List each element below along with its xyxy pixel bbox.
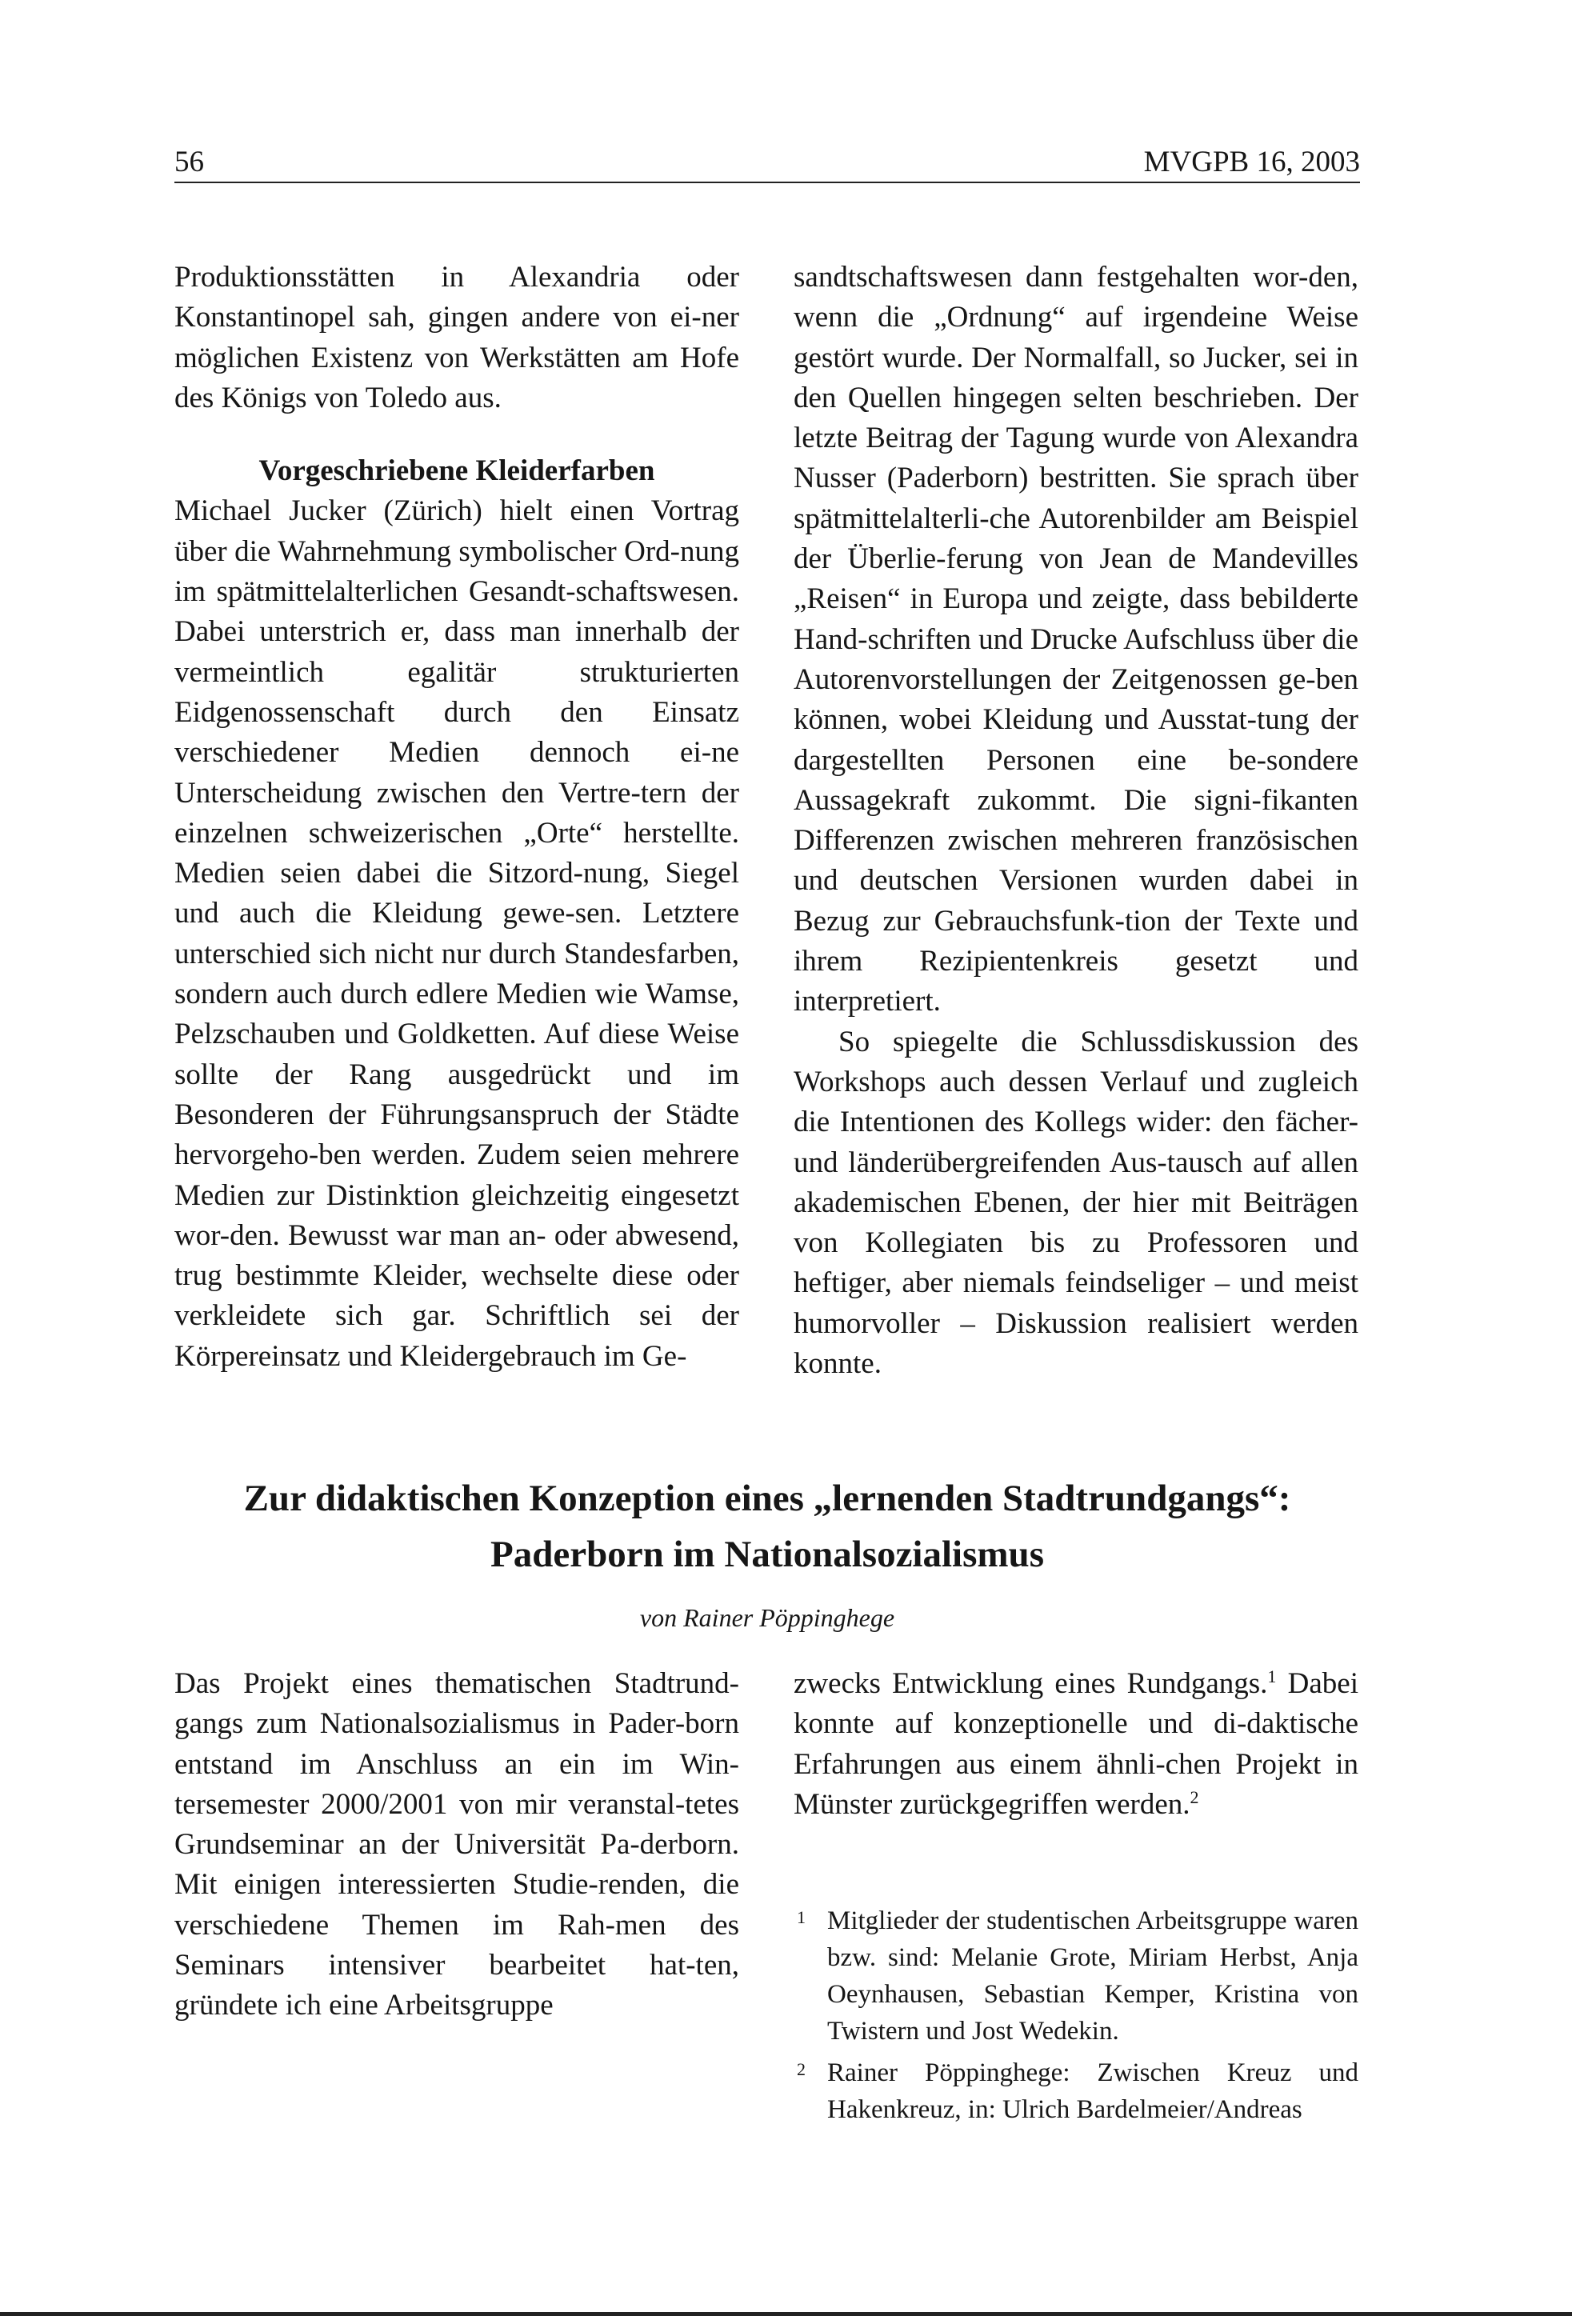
footnotes (794, 1902, 1358, 2133)
article-byline: von Rainer Pöppinghege (639, 1603, 895, 1632)
section1-right-column (794, 258, 1358, 1384)
body-paragraph: Das Projekt eines thematischen Stadtrund-gangs zum Nationalsozialismus in Pader-born entstand im Anschluss an ein im Win-tersemester 2000/2001 von mir veranstal-tetes Grundseminar an der Universität Pa-derborn. Mit einigen interessierten Studie-renden, die verschiedene Themen im Rah-men des Seminars intensiver bearbeitet hat-ten, gründete ich eine Arbeitsgruppe (174, 1667, 739, 2022)
article-title (174, 1470, 1360, 1582)
footnote-text: Rainer Pöppinghege: Zwischen Kreuz und Hakenkreuz, in: Ulrich Bardelmeier/Andreas (827, 2058, 1358, 2124)
footnote-reference[interactable]: 2 (1190, 1786, 1199, 1807)
body-paragraph: So spiegelte die Schlussdiskussion des Workshops auch dessen Verlauf und zugleich die Intentionen des Kollegs wider: den fächer- und länderübergreifenden Aus-tausch auf allen akademischen Ebenen, der hier mit Beiträgen von Kollegiaten bis zu Professoren und heftiger, aber niemals feindseliger – und meist humorvoller – Diskussion realisiert werden konnte. (794, 1025, 1358, 1381)
footnote-reference[interactable]: 1 (1267, 1666, 1277, 1686)
article-title-line-1: Zur didaktischen Konzeption eines „lernenden Stadtrundgangs“: (243, 1478, 1291, 1519)
footnote-number: 1 (797, 1907, 806, 1927)
footnote-text: Mitglieder der studentischen Arbeitsgruppe waren bzw. sind: Melanie Grote, Miriam Herbst, Anja Oeynhausen, Sebastian Kemper, Kristina von Twistern und Jost Wedekin. (827, 1906, 1358, 2046)
intro-paragraph: Produktionsstätten in Alexandria oder Konstantinopel sah, gingen andere von ei-ner möglichen Existenz von Werkstätten am Hofe des Königs von Toledo aus. (174, 261, 739, 414)
body-paragraph (794, 1664, 1358, 1825)
section-subheading: Vorgeschriebene Kleiderfarben (258, 454, 655, 488)
article-title-line-2: Paderborn im Nationalsozialismus (490, 1534, 1044, 1575)
body-text: zwecks Entwicklung eines Rundgangs. (794, 1667, 1268, 1700)
article-left-column (174, 1664, 739, 2026)
page-number: 56 (174, 146, 204, 178)
page-bottom-edge (0, 2312, 1572, 2316)
body-paragraph: Michael Jucker (Zürich) hielt einen Vortrag über die Wahrnehmung symbolischer Ord-nung im spätmittelalterlichen Gesandt-schaftswesen. Dabei unterstrich er, dass man innerhalb der vermeintlich egalitär strukturierten Eidgenossenschaft durch den Einsatz verschiedener Medien dennoch ei-ne Unterscheidung zwischen den Vertre-tern der einzelnen schweizerischen „Orte“ herstellte. Medien seien dabei die Sitzord-nung, Siegel und auch die Kleidung gewe-sen. Letztere unterschied sich nicht nur durch Standesfarben, sondern auch durch edlere Medien wie Wamse, Pelzschauben und Goldketten. Auf diese Weise sollte der Rang ausgedrückt und im Besonderen der Führungsanspruch der Städte hervorgeho-ben werden. Zudem seien mehrere Medien zur Distinktion gleichzeitig eingesetzt wor-den. Bewusst war man an- oder abwesend, trug bestimmte Kleider, wechselte diese oder verkleidete sich gar. Schriftlich sei der Körpereinsatz und Kleidergebrauch im Ge- (174, 494, 739, 1373)
body-paragraph: sandtschaftswesen dann festgehalten wor-den, wenn die „Ordnung“ auf irgendeine Weise gestört wurde. Der Normalfall, so Jucker, sei in den Quellen hingegen selten beschrieben. Der letzte Beitrag der Tagung wurde von Alexandra Nusser (Paderborn) bestritten. Sie sprach über spätmittelalterli-che Autorenbilder am Beispiel der Überlie-ferung von Jean de Mandevilles „Reisen“ in Europa und zeigte, dass bebilderte Hand-schriften und Drucke Aufschluss über die Autorenvorstellungen der Zeitgenossen ge-ben können, wobei Kleidung und Ausstat-tung der dargestellten Personen eine be-sondere Aussagekraft zukommt. Die signi-fikanten Differenzen zwischen mehreren französischen und deutschen Versionen wurden dabei in Bezug zur Gebrauchsfunk-tion der Texte und ihrem Rezipientenkreis gesetzt und interpretiert. (794, 261, 1358, 1018)
section1-left-column (174, 258, 739, 1377)
footnote (794, 1902, 1358, 2050)
header-rule (174, 182, 1360, 183)
journal-reference: MVGPB 16, 2003 (1143, 146, 1360, 178)
article-right-column (794, 1664, 1358, 1825)
running-header (174, 144, 1360, 181)
footnote-number: 2 (797, 2059, 806, 2079)
body-text: Dabei konnte auf konzeptionelle und di-daktische Erfahrungen aus einem ähnli-chen Projekt in Münster zurückgegriffen werden. (794, 1667, 1358, 1821)
footnote (794, 2054, 1358, 2128)
